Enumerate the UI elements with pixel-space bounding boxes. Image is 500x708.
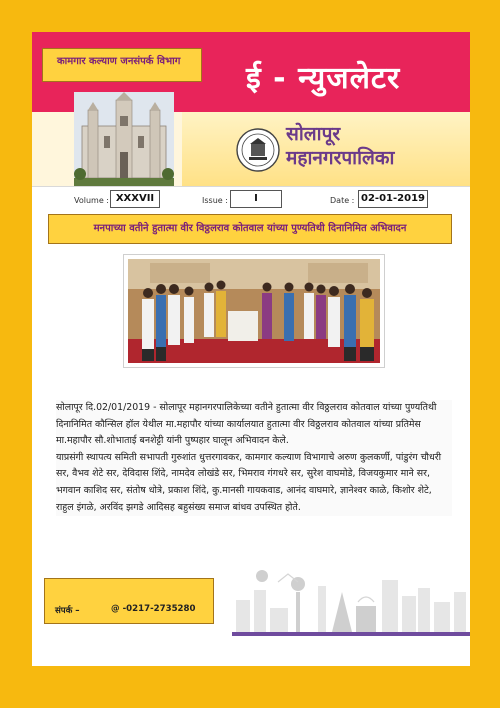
city-name <box>286 122 466 170</box>
article-paragraph-1: सोलापूर दि.02/01/2019 - सोलापूर महानगरपालिकेच्या वतीने हुतात्मा वीर विठ्ठलराव कोतवाल यांच्या पुण्यतिथी दिनानिमित कौन्सिल हॉल येथील मा.महापौर यांच्या कार्यालयात हुतात्मा वीर विठ्ठलराव कोतवाल यांच्या प्रतिमेस मा.महापौर सौ.शोभाताई बनशेट्टी यांनी पुष्पहार घालून अभिवादन केले. <box>56 402 437 447</box>
headline-banner: मनपाच्या वतीने हुतात्मा वीर विठ्ठलराव कोतवाल यांच्या पुण्यतिथी दिनानिमित अभिवादन <box>48 214 452 244</box>
issue-value: I <box>230 190 282 208</box>
volume-label: Volume : <box>74 196 109 205</box>
contact-label: संपर्क – <box>55 606 80 616</box>
newsletter-title: ई - न्युजलेटर <box>246 61 401 96</box>
contact-box <box>44 578 214 624</box>
newsletter-page <box>32 32 470 666</box>
city-name-line2: महानगरपालिका <box>286 147 395 169</box>
issue-label: Issue : <box>202 196 228 205</box>
date-value: 02-01-2019 <box>358 190 428 208</box>
footer-accent-bar <box>232 632 470 636</box>
city-skyline-illustration <box>232 562 470 636</box>
municipal-building-image <box>74 92 174 186</box>
municipal-emblem-icon <box>236 128 280 172</box>
contact-phone: @ -0217-2735280 <box>111 604 196 614</box>
event-photo-frame <box>123 254 385 368</box>
event-photo <box>128 259 380 363</box>
volume-value: XXXVII <box>110 190 160 208</box>
date-label: Date : <box>330 196 355 205</box>
department-label: कामगार कल्याण जनसंपर्क विभाग <box>42 48 202 82</box>
article-body <box>56 400 452 516</box>
issue-info-row <box>32 186 470 213</box>
city-name-line1: सोलापूर <box>286 123 341 145</box>
article-paragraph-2: याप्रसंगी स्थापत्य समिती सभापती गुरुशांत धुत्तरगावकर, कामगार कल्याण विभागाचे अरुण कुलकर्णी, पांडुरंग चौधरी सर, वैभव शेटे सर, देविदास शिंदे, नामदेव लोखंडे सर, भिमराव गंगधरे सर, सुरेश वाघमोडे, विजयकुमार माने सर, भगवान काशिद सर, संतोष धोत्रे, प्रकाश शिंदे, कु.मानसी गायकवाड, आनंद वाघमारे, ज्ञानेश्वर काळे, किशोर शेटे, राहुल इंगळे, अरविंद झगडे आदिसह बहुसंख्य समाज बांधव उपस्थित होते. <box>56 451 442 513</box>
